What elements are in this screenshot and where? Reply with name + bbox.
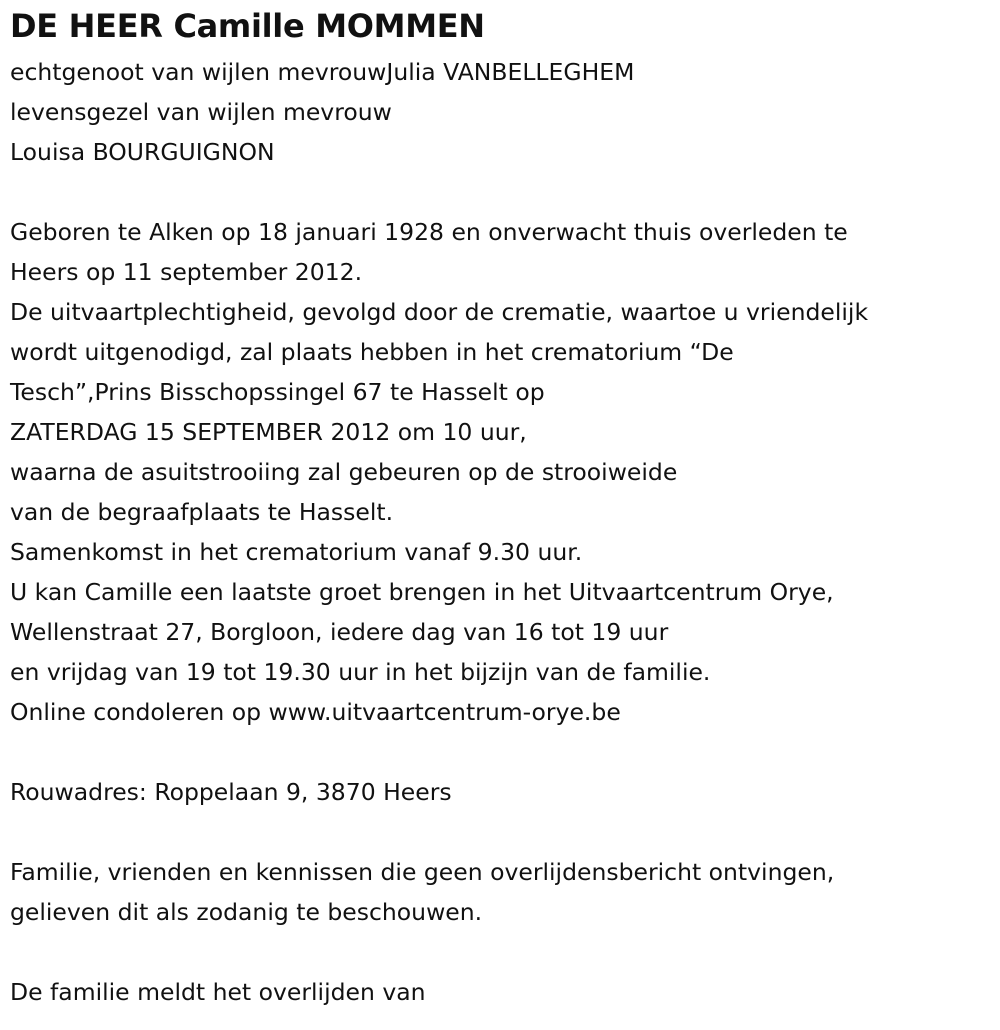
cemetery-line: van de begraafplaats te Hasselt. [10,498,394,526]
location-line: Tesch”,Prins Bisschopssingel 67 te Hasselt op [10,378,545,406]
spacer [10,732,995,772]
spacer [10,172,995,212]
obituary-notice [10,0,995,1012]
spacer [10,932,995,972]
ash-scattering-line: waarna de asuitstrooiing zal gebeuren op de strooiweide [10,458,678,486]
mourning-address: Rouwadres: Roppelaan 9, 3870 Heers [10,778,452,806]
partner-line: levensgezel van wijlen mevrouw [10,98,392,126]
visiting-hours-line: en vrijdag van 19 tot 19.30 uur in het bijzijn van de familie. [10,658,711,686]
gathering-line: Samenkomst in het crematorium vanaf 9.30 uur. [10,538,583,566]
spacer [10,812,995,852]
spouse-line: echtgenoot van wijlen mevrouwJulia VANBELLEGHEM [10,58,635,86]
partner-name-line: Louisa BOURGUIGNON [10,138,275,166]
condolence-website-link[interactable]: www.uitvaartcentrum-orye.be [268,698,621,726]
farewell-line: U kan Camille een laatste groet brengen in het Uitvaartcentrum Orye, [10,578,834,606]
details-block [10,212,995,732]
online-condolence-line [10,692,995,732]
notice-block [10,852,995,932]
ceremony-line: De uitvaartplechtigheid, gevolgd door de crematie, waartoe u vriendelijk [10,298,869,326]
birth-death-line: Geboren te Alken op 18 januari 1928 en onverwacht thuis overleden te [10,218,848,246]
date-time-line: ZATERDAG 15 SEPTEMBER 2012 om 10 uur, [10,418,527,446]
intro-block [10,52,995,172]
notice-line: gelieven dit als zodanig te beschouwen. [10,898,483,926]
closing-line: De familie meldt het overlijden van [10,978,426,1006]
death-date-line: Heers op 11 september 2012. [10,258,363,286]
invitation-line: wordt uitgenodigd, zal plaats hebben in het crematorium “De [10,338,734,366]
funeral-home-address-line: Wellenstraat 27, Borgloon, iedere dag van 16 tot 19 uur [10,618,669,646]
page-title: DE HEER Camille MOMMEN [10,7,485,45]
notice-line: Familie, vrienden en kennissen die geen overlijdensbericht ontvingen, [10,858,835,886]
online-condolence-label: Online condoleren op [10,698,269,726]
